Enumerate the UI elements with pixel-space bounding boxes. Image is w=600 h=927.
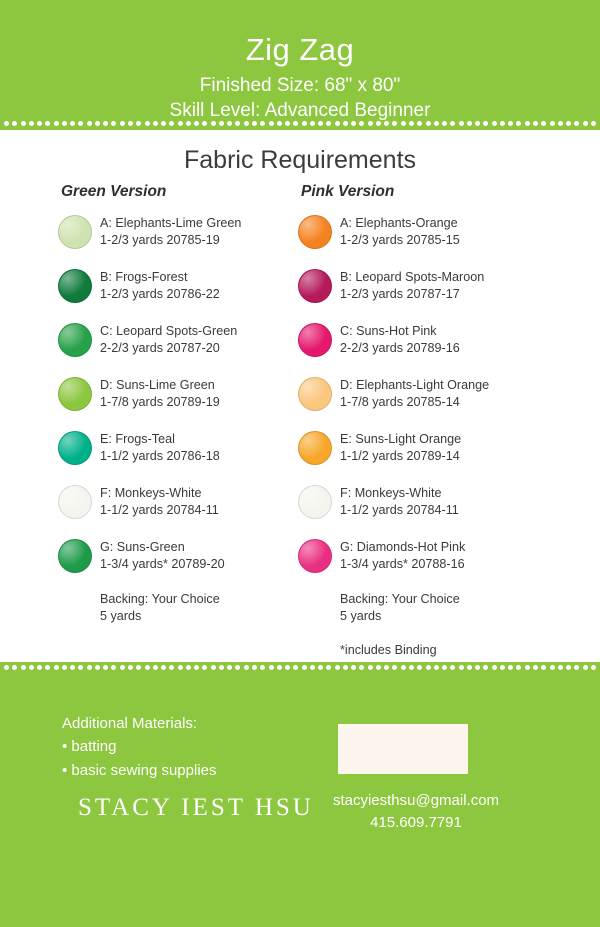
fabric-name: D: Elephants-Light Orange xyxy=(340,378,490,392)
fabric-name: G: Diamonds-Hot Pink xyxy=(340,540,466,554)
fabric-row xyxy=(298,421,538,475)
page-title: Zig Zag xyxy=(245,32,355,67)
contact-email[interactable]: stacyiesthsu@gmail.com xyxy=(332,792,500,809)
backing-line-2: 5 yards xyxy=(100,609,142,623)
fabric-name: B: Leopard Spots-Maroon xyxy=(340,270,485,284)
fabric-swatch-pink-a xyxy=(298,215,332,249)
backing-line-1: Backing: Your Choice xyxy=(100,592,220,606)
fabric-details: 1-1/2 yards 20789-14 xyxy=(340,449,460,463)
fabric-row xyxy=(298,259,538,313)
fabric-row xyxy=(298,367,538,421)
fabric-swatch-pink-e xyxy=(298,431,332,465)
contact-info xyxy=(296,790,536,834)
fabric-swatch-green-g xyxy=(58,539,92,573)
column-pink-version xyxy=(298,183,538,657)
fabric-name: G: Suns-Green xyxy=(100,540,185,554)
fabric-row xyxy=(298,529,538,583)
fabric-row xyxy=(58,475,298,529)
skill-level: Skill Level: Advanced Beginner xyxy=(169,100,431,122)
column-green-version xyxy=(58,183,298,657)
footer-banner xyxy=(0,662,600,927)
material-item: • basic sewing supplies xyxy=(62,761,217,779)
fabric-row xyxy=(58,367,298,421)
fabric-details: 2-2/3 yards 20787-20 xyxy=(100,341,220,355)
material-item: • batting xyxy=(62,738,117,756)
fabric-swatch-pink-b xyxy=(298,269,332,303)
fabric-row xyxy=(58,259,298,313)
fabric-swatch-green-d xyxy=(58,377,92,411)
fabric-name: A: Elephants-Lime Green xyxy=(100,216,242,230)
versions-columns xyxy=(0,183,600,657)
contact-phone: 415.609.7791 xyxy=(370,813,462,831)
fabric-details: 1-2/3 yards 20785-19 xyxy=(100,233,220,247)
fabric-details: 2-2/3 yards 20789-16 xyxy=(340,341,460,355)
fabric-name: D: Suns-Lime Green xyxy=(100,378,215,392)
logo-placeholder xyxy=(338,724,468,774)
section-title: Fabric Requirements xyxy=(183,146,417,174)
fabric-row xyxy=(58,529,298,583)
backing-note-green xyxy=(100,591,298,625)
fabric-swatch-green-b xyxy=(58,269,92,303)
fabric-requirements-section xyxy=(0,130,600,662)
header-dot-divider xyxy=(0,121,600,128)
fabric-name: F: Monkeys-White xyxy=(100,486,202,500)
fabric-row xyxy=(298,205,538,259)
fabric-swatch-green-c xyxy=(58,323,92,357)
fabric-swatch-pink-g xyxy=(298,539,332,573)
fabric-details: 1-3/4 yards* 20788-16 xyxy=(340,557,465,571)
fabric-name: C: Leopard Spots-Green xyxy=(100,324,238,338)
fabric-row xyxy=(58,205,298,259)
fabric-name: A: Elephants-Orange xyxy=(340,216,458,230)
brand-name: STACY IEST HSU xyxy=(78,794,314,821)
fabric-name: B: Frogs-Forest xyxy=(100,270,188,284)
fabric-name: E: Frogs-Teal xyxy=(100,432,175,446)
column-heading-pink: Pink Version xyxy=(301,183,395,200)
fabric-swatch-green-e xyxy=(58,431,92,465)
fabric-row xyxy=(298,475,538,529)
fabric-details: 1-1/2 yards 20784-11 xyxy=(100,503,219,517)
footer-dot-divider xyxy=(0,665,600,672)
binding-note: *includes Binding xyxy=(340,643,437,657)
fabric-details: 1-1/2 yards 20784-11 xyxy=(340,503,459,517)
backing-note-pink xyxy=(340,591,538,625)
fabric-name: F: Monkeys-White xyxy=(340,486,442,500)
column-heading-green: Green Version xyxy=(61,183,167,200)
fabric-row xyxy=(58,421,298,475)
fabric-details: 1-7/8 yards 20789-19 xyxy=(100,395,220,409)
fabric-details: 1-1/2 yards 20786-18 xyxy=(100,449,220,463)
additional-materials-label: Additional Materials: xyxy=(62,715,198,732)
backing-line-1: Backing: Your Choice xyxy=(340,592,460,606)
fabric-swatch-pink-d xyxy=(298,377,332,411)
fabric-name: E: Suns-Light Orange xyxy=(340,432,462,446)
fabric-swatch-green-a xyxy=(58,215,92,249)
finished-size: Finished Size: 68" x 80" xyxy=(199,74,401,96)
fabric-details: 1-7/8 yards 20785-14 xyxy=(340,395,460,409)
fabric-details: 1-2/3 yards 20785-15 xyxy=(340,233,460,247)
fabric-swatch-pink-f xyxy=(298,485,332,519)
fabric-swatch-pink-c xyxy=(298,323,332,357)
fabric-details: 1-3/4 yards* 20789-20 xyxy=(100,557,225,571)
fabric-row xyxy=(298,313,538,367)
fabric-name: C: Suns-Hot Pink xyxy=(340,324,437,338)
header-banner xyxy=(0,0,600,130)
backing-line-2: 5 yards xyxy=(340,609,382,623)
fabric-row xyxy=(58,313,298,367)
additional-materials xyxy=(62,712,217,782)
fabric-details: 1-2/3 yards 20786-22 xyxy=(100,287,220,301)
fabric-swatch-green-f xyxy=(58,485,92,519)
fabric-details: 1-2/3 yards 20787-17 xyxy=(340,287,460,301)
